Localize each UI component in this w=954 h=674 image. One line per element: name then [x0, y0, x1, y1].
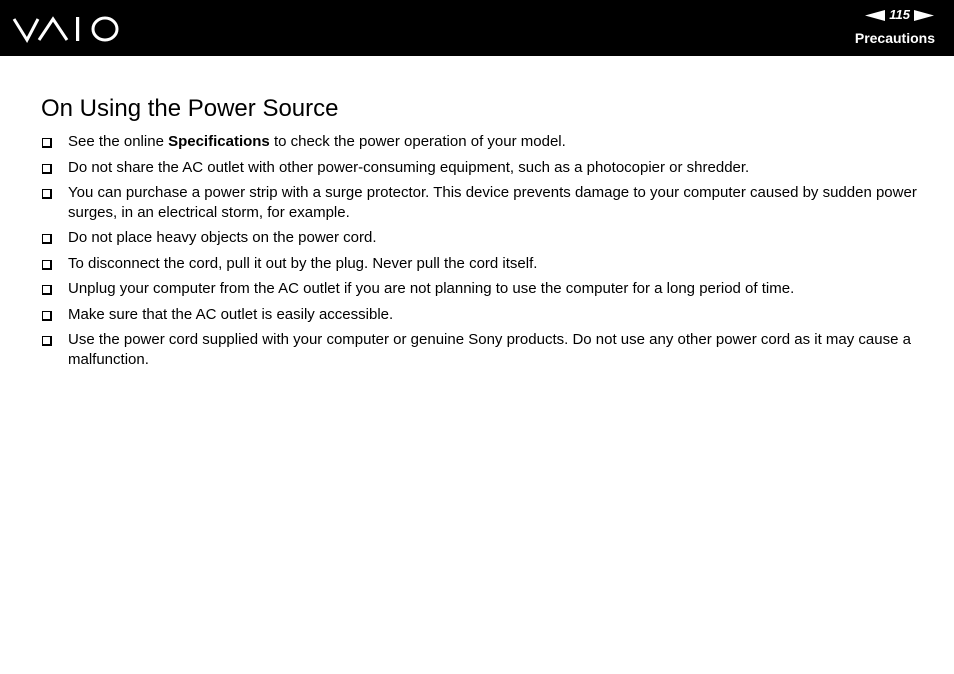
checkbox-bullet-icon: [42, 285, 52, 295]
item-text: Make sure that the AC outlet is easily accessible.: [68, 305, 394, 323]
checkbox-bullet-icon: [42, 164, 52, 174]
list-item: [41, 158, 921, 178]
list-item: [41, 254, 921, 274]
list-item: [41, 228, 921, 248]
item-text: Unplug your computer from the AC outlet if you are not planning to use the computer for a long period of time.: [68, 280, 795, 297]
item-text: You can purchase a power strip with a surge protector. This device prevents damage to your computer caused by sudden power surges, in an electrical storm, for example.: [68, 184, 917, 221]
checkbox-bullet-icon: [42, 260, 52, 270]
item-text-after: to check the power operation of your model.: [269, 133, 566, 150]
list-item: [41, 330, 921, 369]
specifications-emphasis: Specifications: [168, 133, 270, 150]
checkbox-bullet-icon: [42, 138, 52, 148]
header-bar: [0, 0, 954, 56]
previous-page-arrow-icon[interactable]: [865, 10, 885, 21]
checkbox-bullet-icon: [42, 234, 52, 244]
page-number: 115: [889, 7, 910, 22]
checkbox-bullet-icon: [42, 336, 52, 346]
list-item: [41, 305, 921, 325]
item-text: To disconnect the cord, pull it out by the plug. Never pull the cord itself.: [68, 254, 538, 272]
precautions-list: [41, 132, 921, 375]
item-text-before: See the online: [68, 133, 169, 150]
checkbox-bullet-icon: [42, 311, 52, 321]
section-title: Precautions: [854, 30, 935, 46]
item-text: Do not place heavy objects on the power cord.: [68, 229, 377, 246]
page-navigation: [865, 7, 934, 23]
list-item: [41, 183, 921, 222]
item-text: Use the power cord supplied with your computer or genuine Sony products. Do not use any other power cord as it may cause a malfunction.: [68, 331, 911, 368]
checkbox-bullet-icon: [42, 189, 52, 199]
page-title: On Using the Power Source: [41, 95, 339, 122]
item-text: Do not share the AC outlet with other power-consuming equipment, such as a photocopier or shredder.: [68, 158, 750, 176]
next-page-arrow-icon[interactable]: [914, 10, 934, 21]
list-item: [41, 279, 921, 299]
list-item: [41, 132, 921, 152]
vaio-logo: [12, 13, 122, 45]
